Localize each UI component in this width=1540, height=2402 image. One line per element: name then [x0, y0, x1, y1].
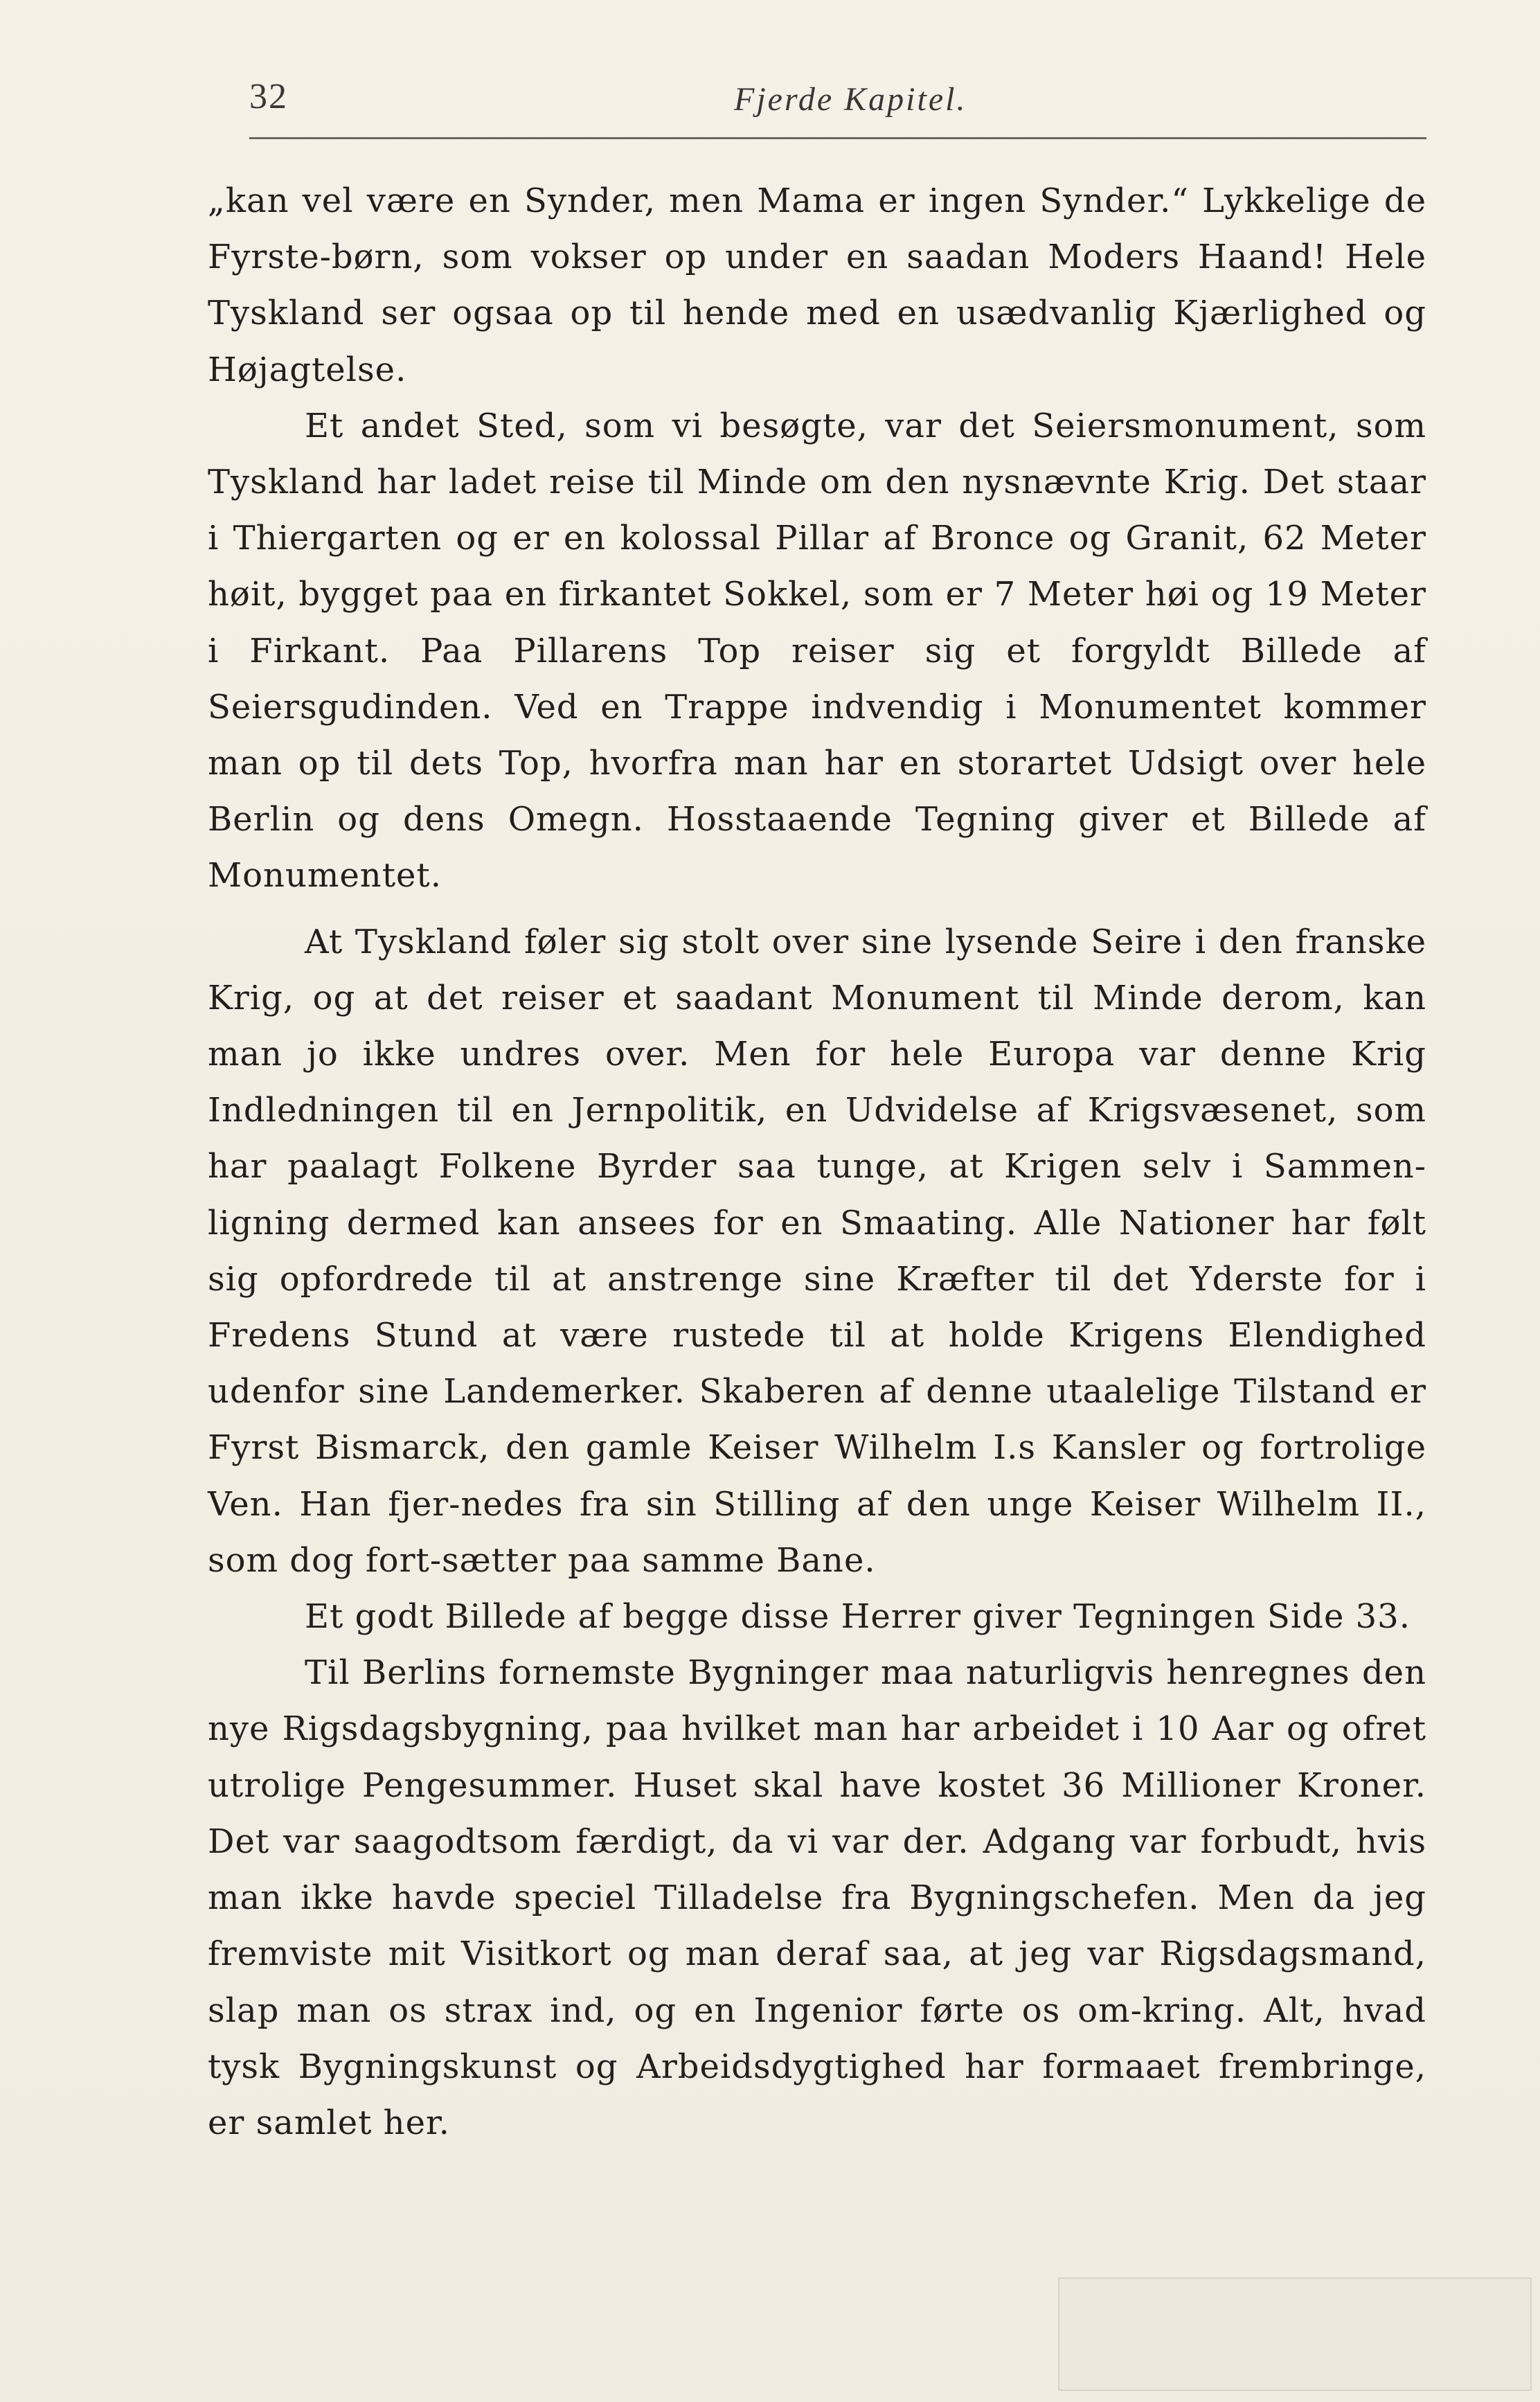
running-head: Fjerde Kapitel.	[734, 81, 967, 118]
paragraph-4: Et godt Billede af begge disse Herrer giver Tegningen Side 33.	[305, 1597, 1411, 1637]
page-header	[249, 76, 1426, 132]
paragraph-5: Til Berlins fornemste Bygninger maa naturligvis henregnes den nye Rigsdagsbygning, paa hvilket man har arbeidet i 10 Aar og ofret utrolige Pengesummer. Huset skal have kostet 36 Millioner Kroner. Det var saagodtsom færdigt, da vi var der. Adgang var forbudt, hvis man ikke havde speciel Tilladelse fra Bygningschefen. Men da jeg fremviste mit Visitkort og man deraf saa, at jeg var Rigsdagsmand, slap man os strax ind, og en Ingenior førte os om-kring. Alt, hvad tysk Bygningskunst og Arbeidsdygtighed har formaaet frembringe, er samlet her.	[208, 1653, 1426, 2142]
header-rule	[249, 137, 1426, 139]
body-text	[208, 173, 1426, 2151]
page-number: 32	[249, 77, 288, 116]
library-stamp-area	[1058, 2277, 1532, 2391]
paragraph-3: At Tyskland føler sig stolt over sine lysende Seire i den franske Krig, og at det reiser et saadant Monument til Minde derom, kan man jo ikke undres over. Men for hele Europa var denne Krig Indledningen til en Jernpolitik, en Udvidelse af Krigsvæsenet, som har paalagt Folkene Byrder saa tunge, at Krigen selv i Sammen-ligning dermed kan ansees for en Smaating. Alle Nationer har følt sig opfordrede til at anstrenge sine Kræfter til det Yderste for i Fredens Stund at være rustede til at holde Krigens Elendighed udenfor sine Landemerker. Skaberen af denne utaalelige Tilstand er Fyrst Bismarck, den gamle Keiser Wilhelm I.s Kansler og fortrolige Ven. Han fjer-nedes fra sin Stilling af den unge Keiser Wilhelm II., som dog fort-sætter paa samme Bane.	[208, 922, 1426, 1580]
paragraph-1: „kan vel være en Synder, men Mama er ingen Synder.“ Lykkelige de Fyrste-børn, som vokser op under en saadan Moders Haand! Hele Tyskland ser ogsaa op til hende med en usædvanlig Kjærlighed og Højagtelse.	[208, 181, 1426, 389]
paragraph-2: Et andet Sted, som vi besøgte, var det Seiersmonument, som Tyskland har ladet reise til Minde om den nysnævnte Krig. Det staar i Thiergarten og er en kolossal Pillar af Bronce og Granit, 62 Meter høit, bygget paa en firkantet Sokkel, som er 7 Meter høi og 19 Meter i Firkant. Paa Pillarens Top reiser sig et forgyldt Billede af Seiersgudinden. Ved en Trappe indvendig i Monumentet kommer man op til dets Top, hvorfra man har en storartet Udsigt over hele Berlin og dens Omegn. Hosstaaende Tegning giver et Billede af Monumentet.	[208, 406, 1426, 896]
